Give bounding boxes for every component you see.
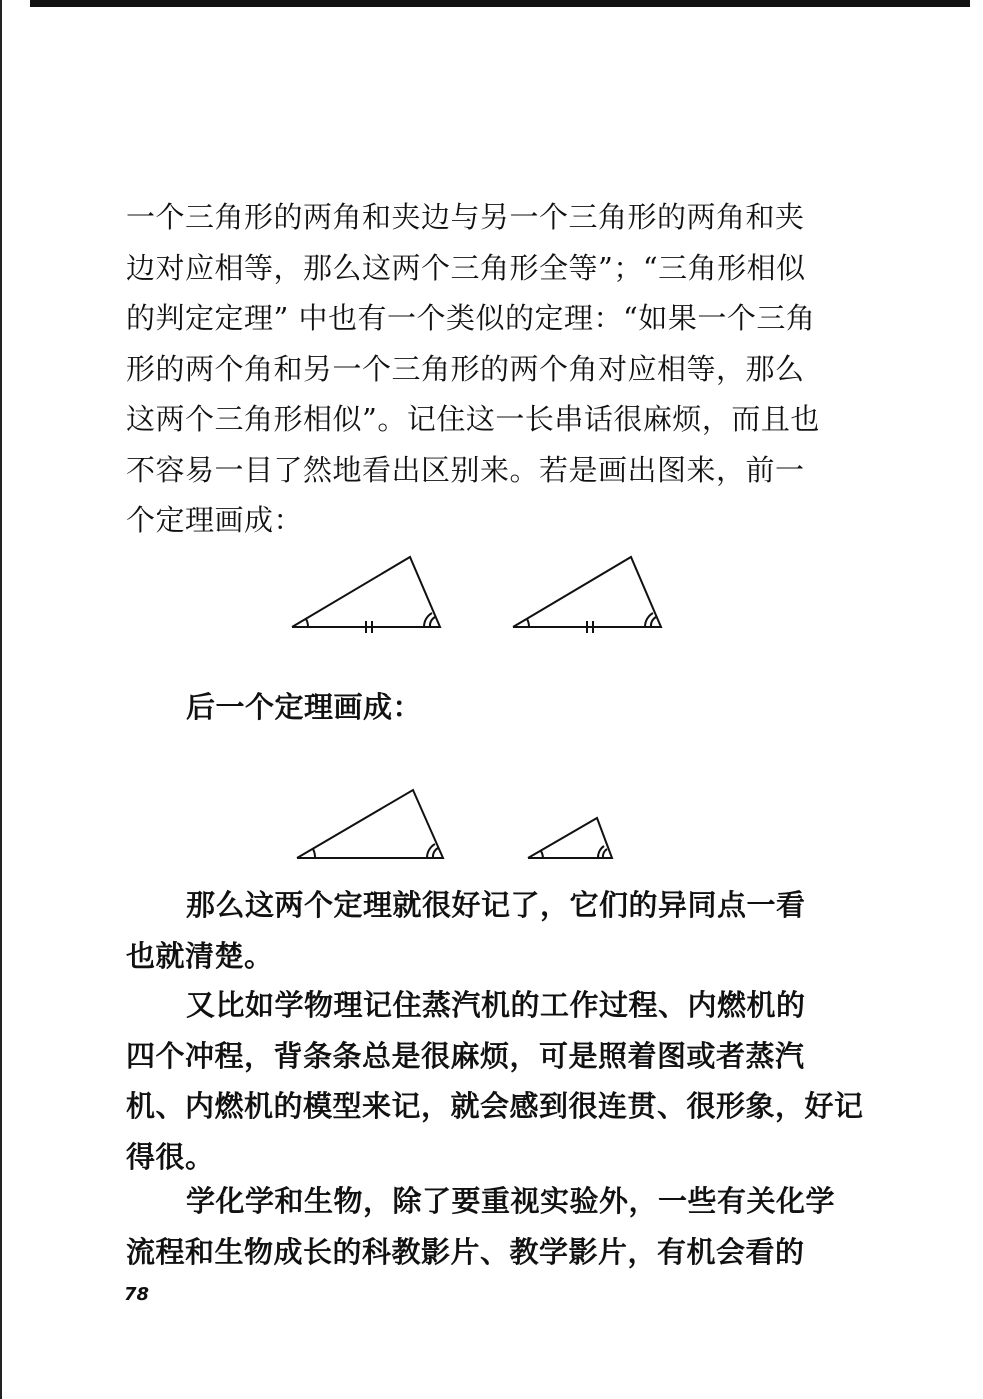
- text-line: 四个冲程，背条条总是很麻烦，可是照着图或者蒸汽: [126, 1038, 805, 1073]
- angle-mark-single: [313, 849, 315, 858]
- text-line: 机、内燃机的模型来记，就会感到很连贯、很形象，好记: [126, 1089, 864, 1123]
- page-number: 78: [124, 1284, 150, 1305]
- paragraph-1: [126, 192, 820, 546]
- angle-mark-double: [433, 848, 438, 858]
- text-line: 的判定定理” 中也有一个类似的定理：“如果一个三角: [126, 301, 816, 335]
- triangle-right: [513, 557, 661, 633]
- figure-similar-triangles: [285, 778, 625, 868]
- top-rule: [30, 0, 970, 7]
- text-line: 边对应相等，那么这两个三角形全等”；“三角形相似: [126, 250, 806, 285]
- angle-mark-single: [527, 619, 529, 627]
- text-line: 一个三角形的两角和夹边与另一个三角形的两角和夹: [126, 200, 805, 234]
- figure-congruent-triangles: [280, 545, 680, 640]
- angle-mark-double: [603, 849, 607, 858]
- text-line: 那么这两个定理就很好记了，它们的异同点一看: [186, 888, 806, 922]
- angle-mark-double: [651, 617, 656, 627]
- text-line: 不容易一目了然地看出区别来。若是画出图来，前一: [126, 452, 805, 487]
- paragraph-4: [126, 980, 864, 1182]
- text-line: 又比如学物理记住蒸汽机的工作过程、内燃机的: [186, 988, 806, 1022]
- angle-mark-double: [430, 617, 435, 627]
- text-line: 得很。: [126, 1139, 215, 1174]
- text-line: 这两个三角形相似”。记住这一长串话很麻烦，而且也: [126, 402, 820, 436]
- text-line: 也就清楚。: [126, 938, 274, 973]
- text-line: 个定理画成：: [126, 503, 304, 537]
- text-line: 形的两个角和另一个三角形的两个角对应相等，那么: [126, 351, 805, 386]
- angle-mark-single: [541, 851, 543, 858]
- angle-mark-single: [306, 619, 308, 627]
- paragraph-3: [126, 880, 806, 981]
- triangle-small: [528, 818, 612, 858]
- figure-caption: 后一个定理画成：: [186, 690, 423, 724]
- triangle-left: [292, 557, 440, 633]
- text-line: 流程和生物成长的科教影片、教学影片，有机会看的: [126, 1234, 805, 1269]
- triangle-large: [297, 790, 443, 858]
- text-line: 学化学和生物，除了要重视实验外，一些有关化学: [186, 1184, 836, 1218]
- page-left-edge: [0, 0, 2, 1399]
- paragraph-5: [126, 1176, 835, 1277]
